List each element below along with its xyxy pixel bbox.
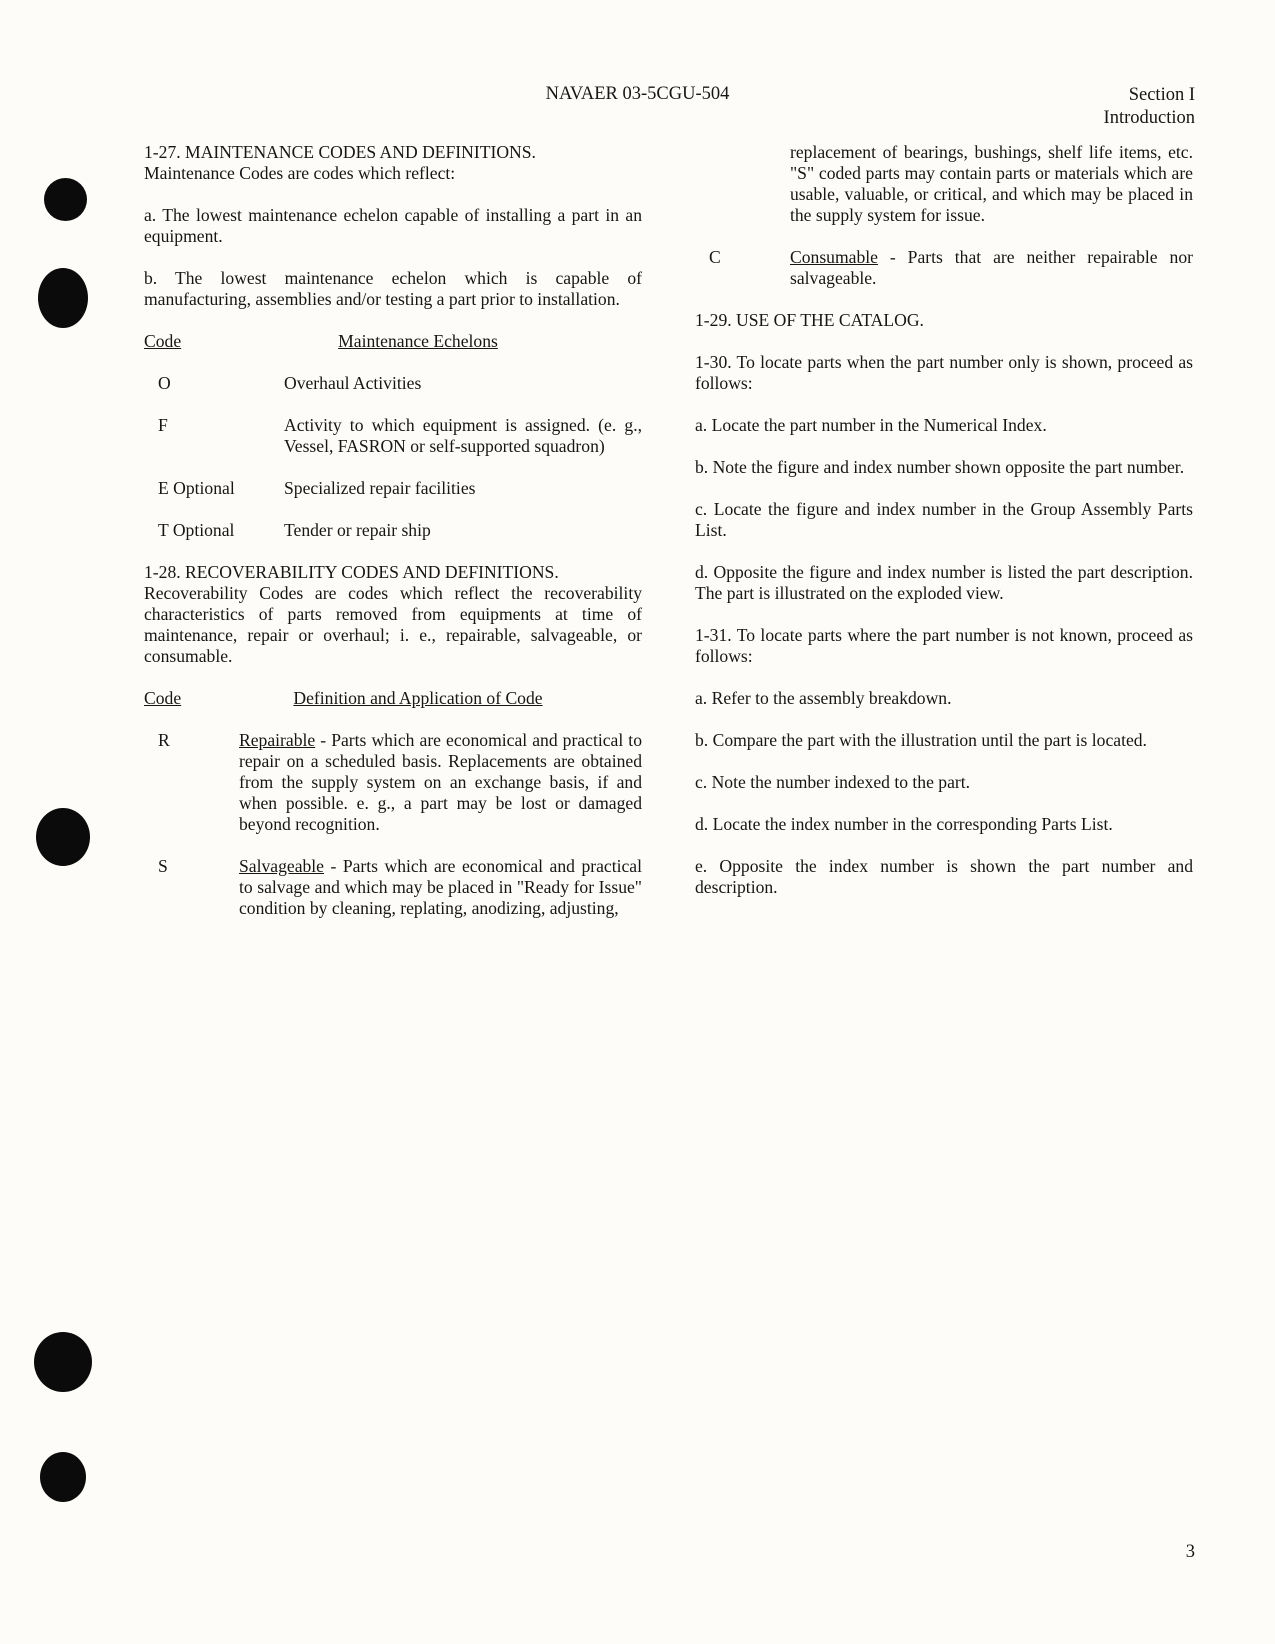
- maintenance-codes-table: [144, 331, 642, 541]
- maintenance-echelon: Overhaul Activities: [284, 373, 422, 393]
- maintenance-col-code: Code: [144, 331, 182, 351]
- maintenance-code: T Optional: [158, 520, 235, 540]
- binder-hole-5: [40, 1452, 86, 1502]
- recoverability-codes-table: [144, 688, 642, 919]
- recoverability-text: - Parts which are economical and practical to repair on a scheduled basis. Replacements are obtained from the supply system on an exchange basis, if and when possible. e. g., a part may be lost or damaged beyond recognition.: [239, 730, 642, 834]
- para-1-27-b: b. The lowest maintenance echelon which is capable of manufacturing, assemblies and/or testing a part prior to installation.: [144, 268, 642, 309]
- para-1-30-d: d. Opposite the figure and index number is listed the part description. The part is illustrated on the exploded view.: [695, 562, 1193, 603]
- recoverability-definition: [239, 856, 642, 919]
- maintenance-code: E Optional: [158, 478, 235, 498]
- recoverability-code: C: [709, 247, 721, 267]
- recoverability-text: - Parts which are economical and practical to salvage and which may be placed in "Ready for Issue" condition by cleaning, replating, anodizing, adjusting,: [239, 856, 642, 918]
- para-1-31-d: d. Locate the index number in the corresponding Parts List.: [695, 814, 1113, 834]
- recoverability-text: - Parts that are neither repairable nor salvageable.: [790, 247, 1193, 288]
- heading-1-28: 1-28. RECOVERABILITY CODES AND DEFINITIONS.: [144, 562, 559, 582]
- maintenance-echelon: Activity to which equipment is assigned. (e. g., Vessel, FASRON or self-supported squadron): [284, 415, 642, 456]
- recoverability-col-code: Code: [144, 688, 182, 708]
- section-label: [1104, 84, 1195, 130]
- recoverability-code: R: [158, 730, 170, 750]
- right-column: [695, 142, 1193, 898]
- maintenance-table-header: [144, 331, 642, 352]
- maintenance-echelon: Specialized repair facilities: [284, 478, 476, 498]
- document-number: NAVAER 03-5CGU-504: [545, 84, 730, 104]
- left-column: [144, 142, 642, 940]
- recoverability-table-header: [144, 688, 642, 709]
- para-1-30-c: c. Locate the figure and index number in the Group Assembly Parts List.: [695, 499, 1193, 540]
- recoverability-term: Salvageable: [239, 856, 324, 876]
- maintenance-echelon: Tender or repair ship: [284, 520, 431, 540]
- recoverability-row: [144, 856, 642, 919]
- heading-1-29: 1-29. USE OF THE CATALOG.: [695, 310, 924, 330]
- page-number: 3: [1185, 1542, 1195, 1562]
- para-1-31-b: b. Compare the part with the illustration until the part is located.: [695, 730, 1147, 750]
- recoverability-definition: [790, 247, 1193, 289]
- para-1-31-a: a. Refer to the assembly breakdown.: [695, 688, 952, 708]
- recoverability-code: S: [158, 856, 168, 876]
- heading-1-27: 1-27. MAINTENANCE CODES AND DEFINITIONS.: [144, 142, 536, 162]
- para-1-31-c: c. Note the number indexed to the part.: [695, 772, 971, 792]
- binder-hole-4: [34, 1332, 92, 1392]
- para-1-27-lead: Maintenance Codes are codes which reflect:: [144, 163, 456, 183]
- para-1-28-lead: Recoverability Codes are codes which reflect the recoverability characteristics of parts removed from equipments at time of maintenance, repair or overhaul; i. e., repairable, salvageable, or consumable.: [144, 583, 642, 666]
- binder-hole-3: [36, 808, 90, 866]
- para-1-31-e: e. Opposite the index number is shown the part number and description.: [695, 856, 1193, 897]
- recoverability-definition: [239, 730, 642, 835]
- maintenance-row: [144, 478, 642, 499]
- para-1-31: 1-31. To locate parts where the part number is not known, proceed as follows:: [695, 625, 1193, 666]
- section-title: Introduction: [1103, 108, 1195, 128]
- recoverability-term: Consumable: [790, 247, 878, 267]
- maintenance-row: [144, 415, 642, 457]
- para-1-30: 1-30. To locate parts when the part number only is shown, proceed as follows:: [695, 352, 1193, 393]
- section-number: Section I: [1128, 85, 1195, 105]
- maintenance-row: [144, 520, 642, 541]
- recoverability-col-definition: Definition and Application of Code: [293, 688, 543, 708]
- maintenance-code: O: [158, 373, 171, 393]
- maintenance-code: F: [158, 415, 168, 435]
- maintenance-col-echelons: Maintenance Echelons: [338, 331, 498, 351]
- binder-hole-2: [38, 268, 88, 328]
- salvageable-continued: replacement of bearings, bushings, shelf life items, etc. "S" coded parts may contain parts or materials which are usable, valuable, or critical, and which may be placed in the supply system for issue.: [790, 142, 1193, 225]
- binder-hole-1: [44, 178, 87, 221]
- para-1-27-a: a. The lowest maintenance echelon capable of installing a part in an equipment.: [144, 205, 642, 246]
- para-1-30-a: a. Locate the part number in the Numerical Index.: [695, 415, 1047, 435]
- para-1-30-b: b. Note the figure and index number shown opposite the part number.: [695, 457, 1185, 477]
- maintenance-row: [144, 373, 642, 394]
- recoverability-row: [144, 730, 642, 835]
- recoverability-row: [695, 247, 1193, 289]
- recoverability-term: Repairable: [239, 730, 316, 750]
